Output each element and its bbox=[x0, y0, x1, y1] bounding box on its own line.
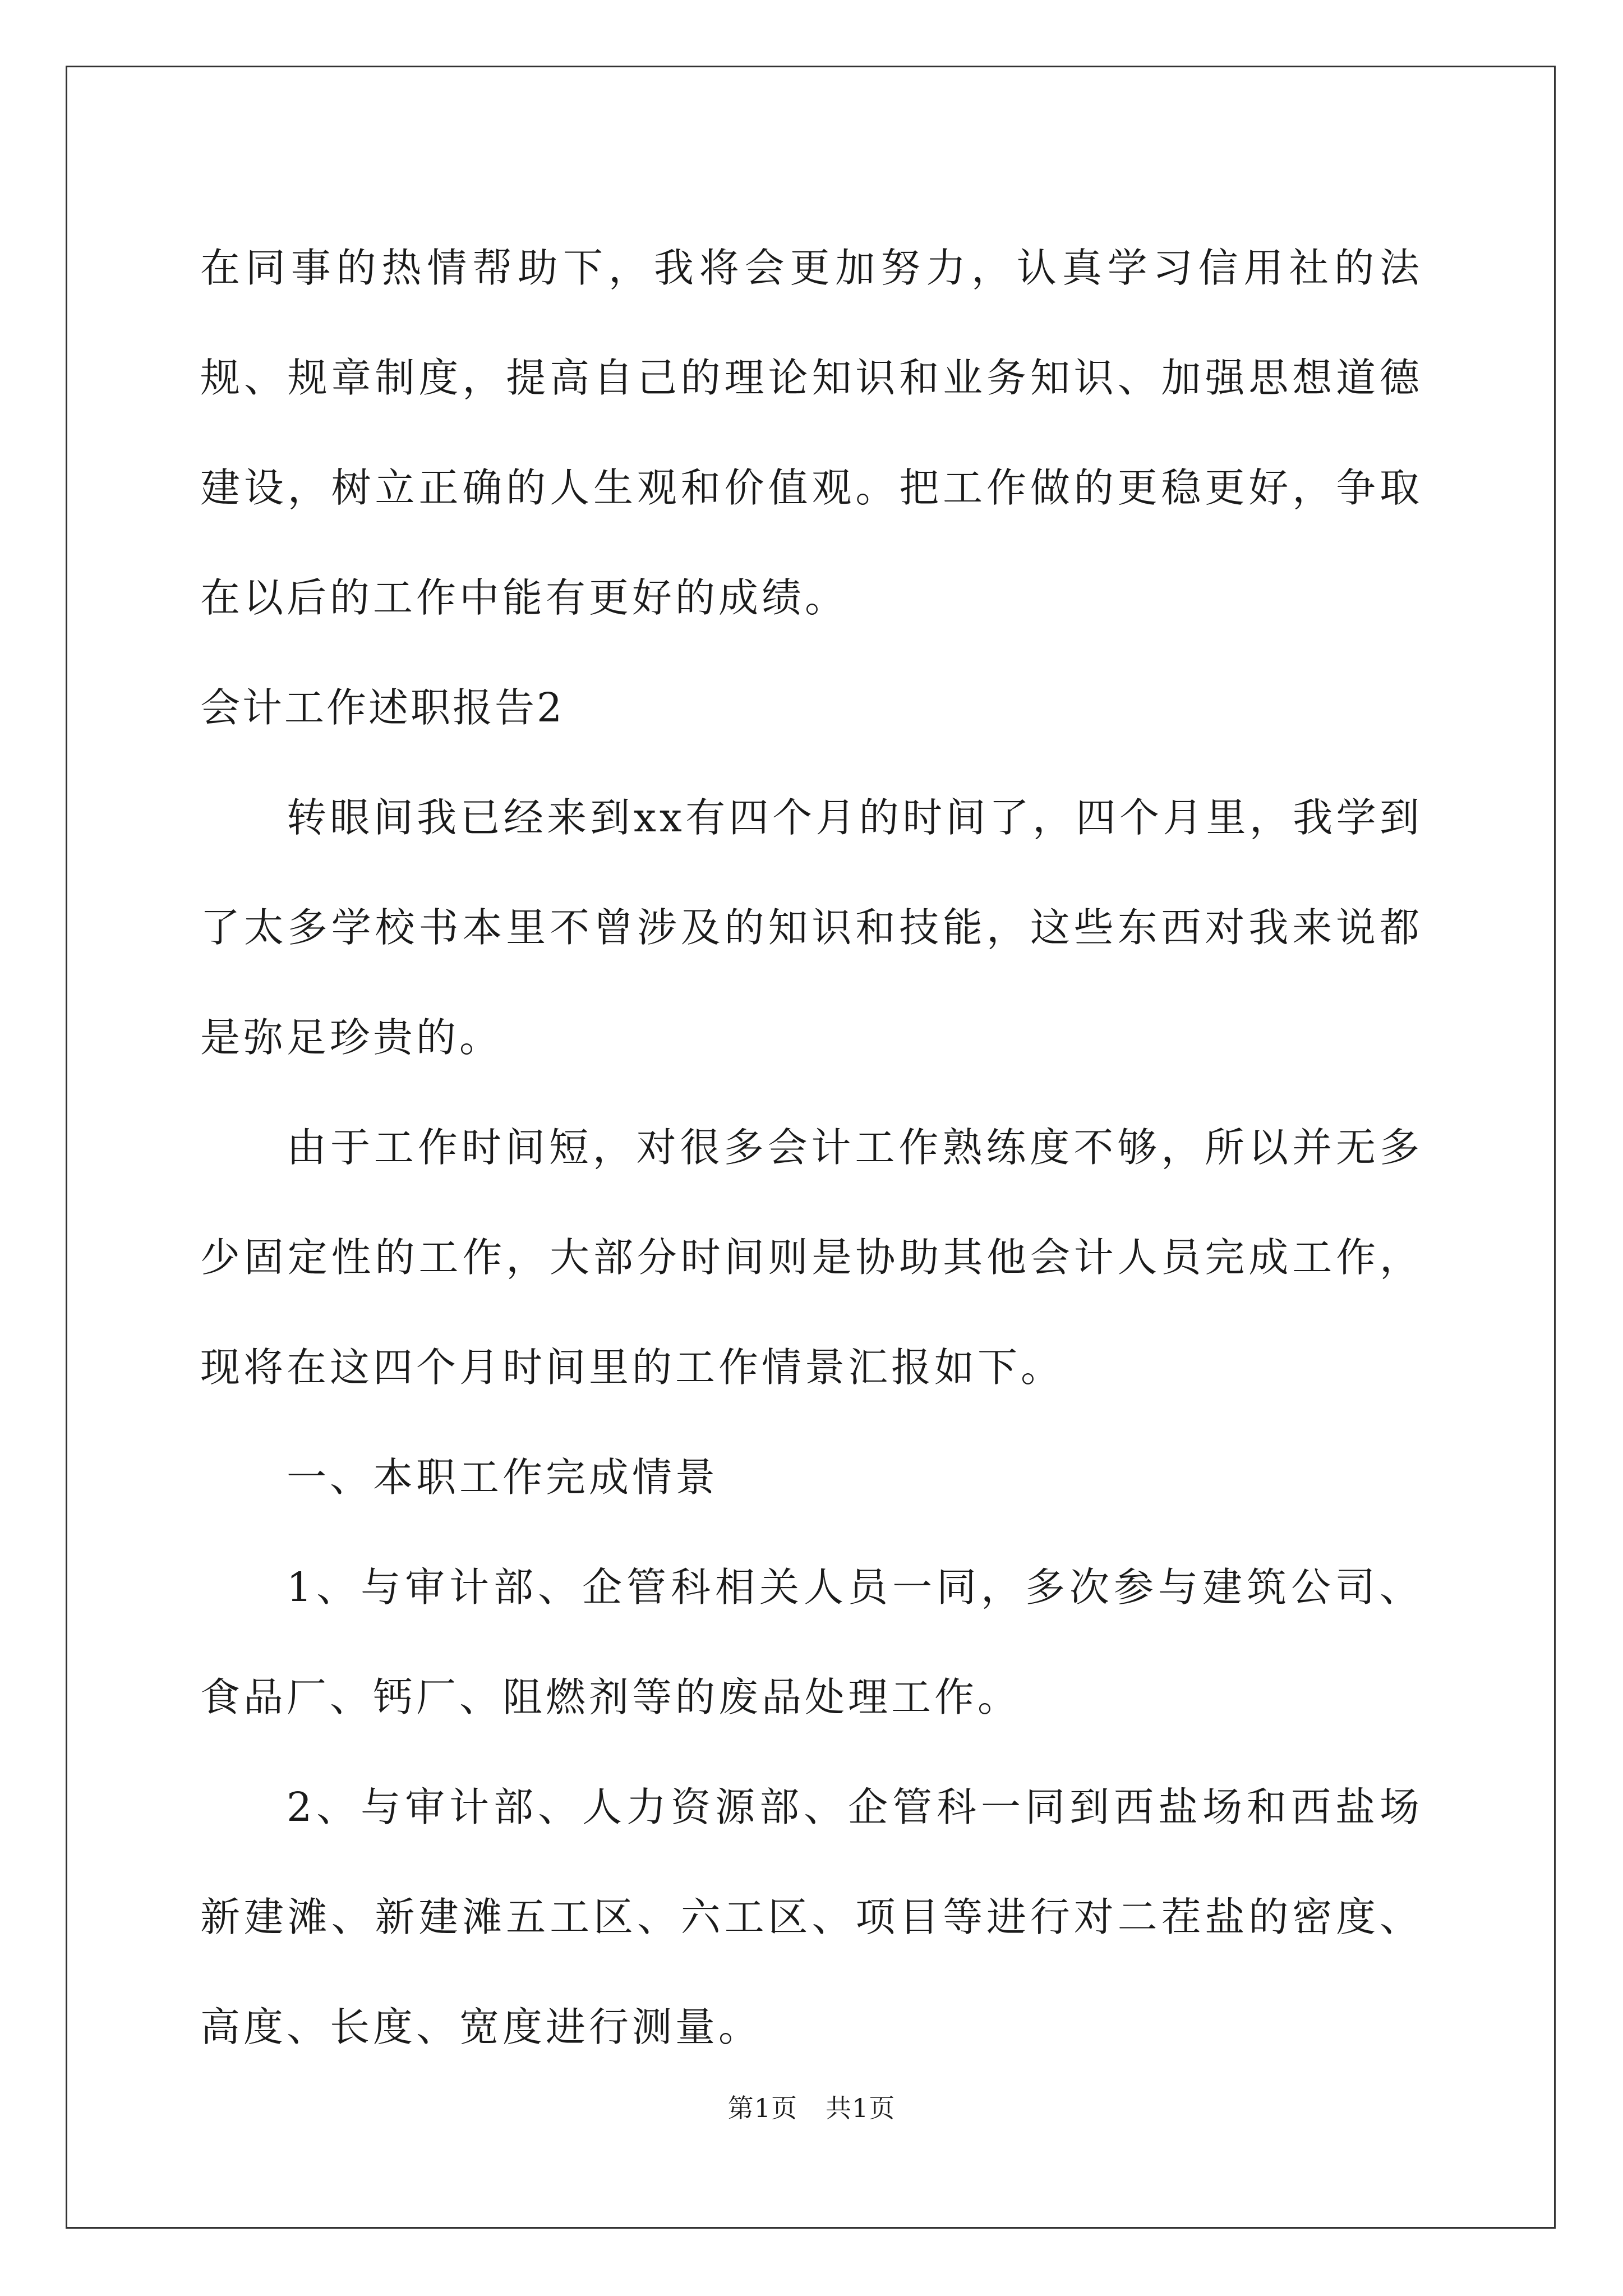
paragraph-intro: 转眼间我已经来到xx有四个月的时间了，四个月里，我学到了太多学校书本里不曾涉及的知识和技能，这些东西对我来说都是弥足珍贵的。 bbox=[200, 794, 1423, 1061]
paragraph-summary: 由于工作时间短，对很多会计工作熟练度不够，所以并无多少固定性的工作，大部分时间则是协助其他会计人员完成工作，现将在这四个月时间里的工作情景汇报如下。 bbox=[200, 1124, 1423, 1391]
page-total: 共1页 bbox=[826, 2093, 896, 2123]
paragraph-continuation: 在同事的热情帮助下，我将会更加努力，认真学习信用社的法规、规章制度，提高自己的理论知识和业务知识、加强思想道德建设，树立正确的人生观和价值观。把工作做的更稳更好，争取在以后的工作中能有更好的成绩。 bbox=[200, 245, 1423, 621]
list-item-2: 2、与审计部、人力资源部、企管科一同到西盐场和西盐场新建滩、新建滩五工区、六工区、项目等进行对二茬盐的密度、高度、长度、宽度进行测量。 bbox=[200, 1784, 1423, 2050]
page-footer bbox=[0, 2091, 1623, 2125]
list-item-1: 1、与审计部、企管科相关人员一同，多次参与建筑公司、食品厂、钙厂、阻燃剂等的废品处理工作。 bbox=[200, 1564, 1423, 1720]
document-body bbox=[200, 213, 1423, 2082]
section-title: 会计工作述职报告2 bbox=[200, 684, 565, 731]
subsection-heading: 一、本职工作完成情景 bbox=[287, 1454, 719, 1501]
page-number: 第1页 bbox=[727, 2093, 797, 2123]
